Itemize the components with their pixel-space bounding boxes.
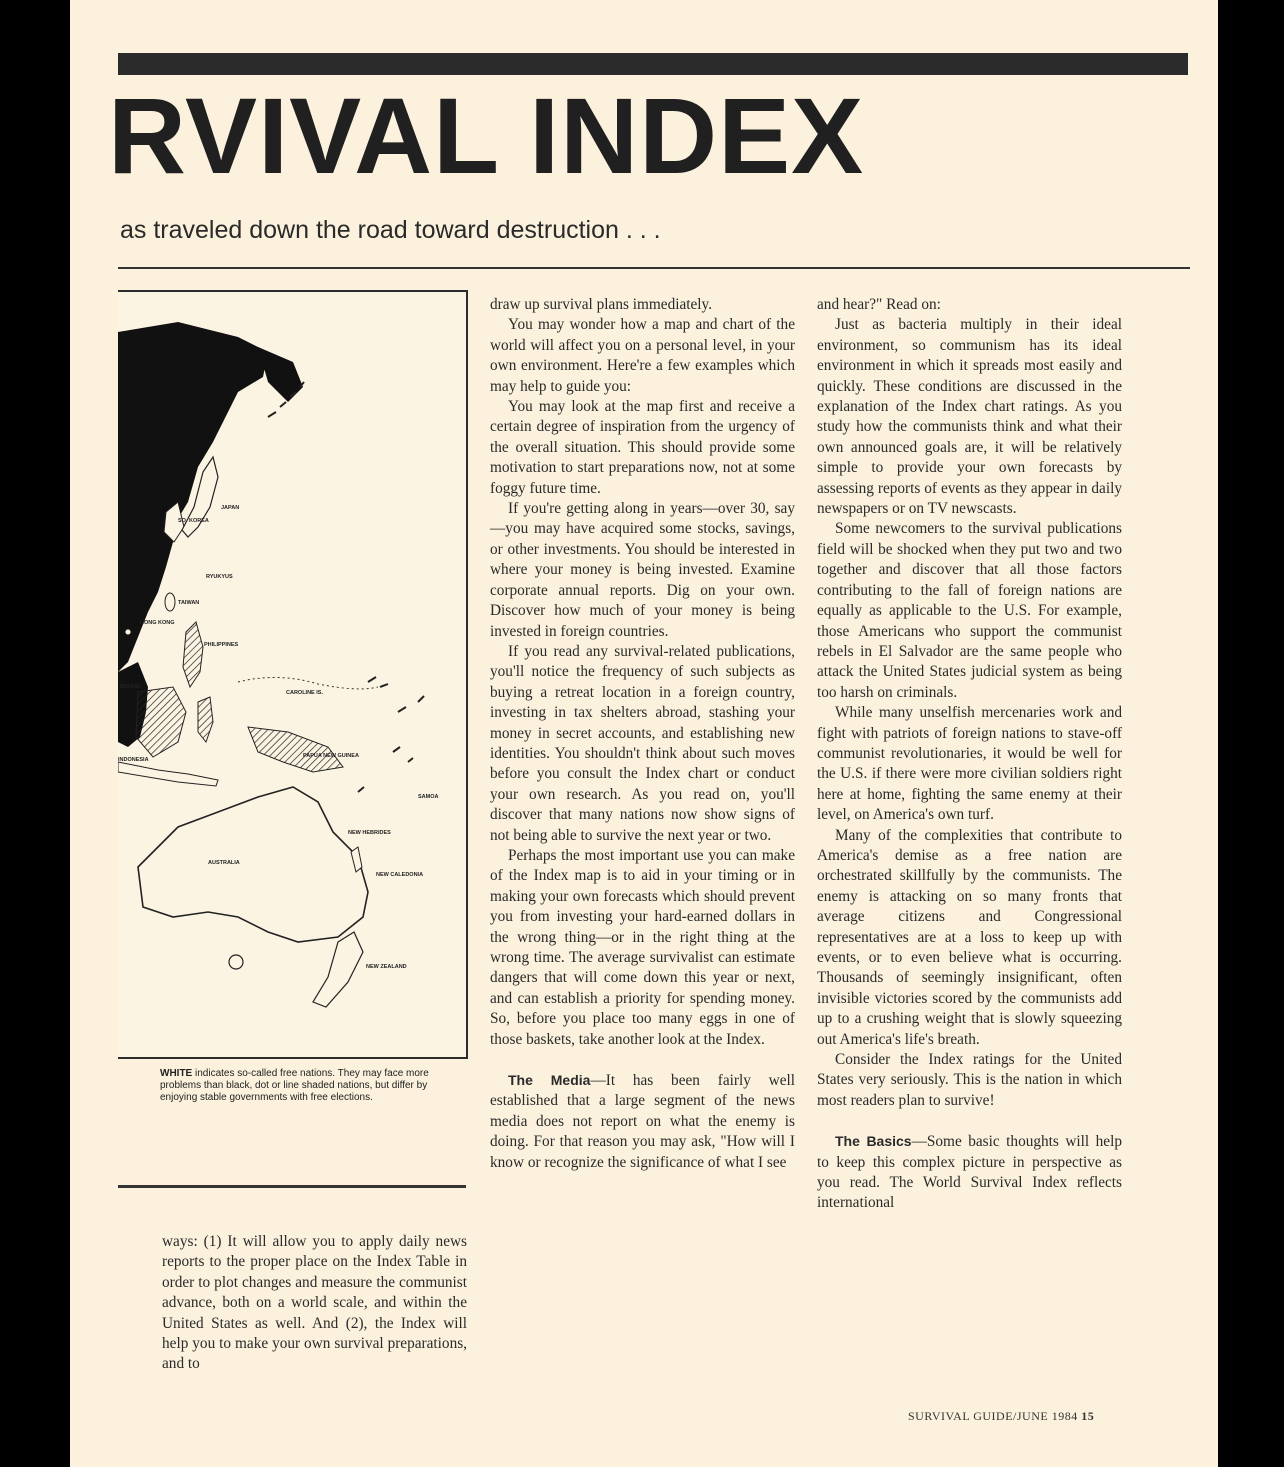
map-label: NEW CALEDONIA (376, 872, 424, 878)
basics-text: —Some basic thoughts will help to keep this complex picture in perspective as you read. The World Survival Index reflects international (817, 1133, 1122, 1212)
map-drawing (118, 292, 466, 1057)
pacific-islands (358, 677, 424, 792)
article-column-2 (490, 295, 795, 1173)
paragraph: If you're getting along in years—over 30, say—you may have acquired some stocks, savings, or other investments. You should be interested in where your money is being invested. Examine corporate annual reports. Dig on your own. Discover how much of your money is being invested in foreign countries. (490, 500, 795, 640)
map-label: BRUNEI (120, 684, 142, 690)
caption-lead: WHITE (160, 1068, 193, 1079)
map-caption (160, 1068, 460, 1104)
header-bar (118, 53, 1188, 75)
world-index-map (118, 290, 468, 1059)
map-label: HONG KONG (140, 620, 175, 626)
java-shape (118, 762, 218, 786)
paragraph: You may wonder how a map and chart of the world will affect you on a personal level, in your own environment. Here're a few examples which may help to guide you: (490, 316, 795, 395)
map-label: NEW HEBRIDES (348, 830, 391, 836)
media-text: —It has been fairly well established that a large segment of the news media does not report on what the enemy is doing. For that reason you may ask, "How will I know or recognize the significance of what I see (490, 1072, 795, 1171)
paragraph: draw up survival plans immediately. (490, 296, 713, 313)
paragraph: and hear?" Read on: (817, 296, 941, 313)
media-section (490, 1070, 795, 1173)
caroline-islands-dotted (238, 677, 378, 688)
philippines-shape (183, 622, 203, 687)
paragraph: Just as bacteria multiply in their ideal environment, so communism has its ideal environment in which it spreads most easily and quickly. These conditions are discussed in the explanation of the Index chart ratings. As you study how the communists think and what their own announced goals are, it will be relatively simple to provide your own forecasts by assessing reports of events as they appear in daily newspapers or on TV newscasts. (817, 316, 1122, 518)
page-number: 15 (1081, 1409, 1095, 1423)
basics-section (817, 1131, 1122, 1214)
map-label: INDONESIA (118, 757, 149, 763)
magazine-page (70, 0, 1218, 1467)
paragraph: While many unselfish mercenaries work and fight with patriots of foreign nations to stave-off communist revolutionaries, it would be well for the U.S. if there were more civilian soldiers right here at home, fighting the same enemy at their level, on America's own turf. (817, 704, 1122, 824)
new-zealand-shape (313, 932, 363, 1007)
header-rule (118, 267, 1190, 269)
paragraph: You may look at the map first and receive a certain degree of inspiration from the urgency of the overall situation. This should provide some motivation to start preparations now, not at some foggy future time. (490, 398, 795, 497)
map-label: PAPUA NEW GUINEA (303, 753, 359, 759)
map-label: SO. KOREA (178, 518, 209, 524)
paragraph: Consider the Index ratings for the United States very seriously. This is the nation in which most readers plan to survive! (817, 1051, 1122, 1109)
article-column-1 (162, 1232, 467, 1375)
map-label: JAPAN (221, 505, 240, 511)
map-label: RYUKYUS (206, 574, 233, 580)
map-label: PHILIPPINES (204, 642, 239, 648)
tasmania-shape (229, 955, 243, 969)
sulawesi-shape (198, 697, 213, 742)
paragraph: ways: (1) It will allow you to apply daily news reports to the proper place on the Index Table in order to plot changes and measure the communist advance, both on a world scale, and within the United States as well. And (2), the Index will help you to make your own survival preparations, and to (162, 1233, 467, 1373)
map-label: AUSTRALIA (208, 860, 240, 866)
media-heading: The Media (508, 1072, 591, 1089)
taiwan-shape (165, 593, 175, 611)
australia-shape (138, 787, 368, 942)
hong-kong-marker (125, 629, 131, 635)
section-rule (118, 1185, 466, 1188)
article-column-3 (817, 295, 1122, 1214)
borneo-shape (136, 687, 186, 757)
map-label: SAMOA (418, 794, 439, 800)
subtitle: as traveled down the road toward destruction . . . (120, 216, 661, 244)
paragraph: Perhaps the most important use you can make of the Index map is to aid in your timing or in making your own forecasts which should prevent you from investing your hard-earned dollars in the wrong thing—or in the right thing at the wrong time. The average survivalist can estimate dangers that will come down this year or next, and can establish a priority for spending money. So, before you place too many eggs in one of those baskets, take another look at the Index. (490, 846, 795, 1048)
map-label: TAIWAN (178, 600, 200, 606)
publication-line: SURVIVAL GUIDE/JUNE 1984 (908, 1409, 1078, 1423)
kamchatka-shape (258, 347, 303, 402)
paragraph: Many of the complexities that contribute to America's demise as a free nation are orchestrated skillfully by the communists. The enemy is attacking on so many fronts that average citizens and Congressional representatives are at a loss to keep up with events, or to even believe what is occurring. Thousands of seemingly insignificant, often invisible victories scored by the communists add up to a crushing weight that is slowly squeezing out America's life's breath. (817, 826, 1122, 1048)
map-label: NEW ZEALAND (366, 964, 407, 970)
paragraph: Some newcomers to the survival publications field will be shocked when they put two and two together and discover that all those factors contributing to the fall of foreign nations are equally as applicable to the U.S. For example, those Americans who support the communist rebels in El Salvador are the same people who attack the United States judicial system as being too harsh on criminals. (817, 520, 1122, 701)
paragraph: If you read any survival-related publications, you'll notice the frequency of such subjects as buying a retreat location in a foreign country, investing in tax shelters abroad, stashing your money in secret accounts, and establishing new identities. You shouldn't think about such moves before you consult the Index chart or conduct your own research. As you read on, you'll discover that many nations now show signs of not being able to survive the next year or two. (490, 642, 795, 844)
page-footer (908, 1409, 1094, 1424)
new-guinea-shape (248, 727, 343, 772)
caption-text: indicates so-called free nations. They may face more problems than black, dot or line shaded nations, but differ by enjoying stable governments with free elections. (160, 1068, 429, 1103)
map-label: CAROLINE IS. (286, 690, 323, 696)
basics-heading: The Basics (835, 1133, 912, 1150)
headline: RVIVAL INDEX (108, 75, 865, 196)
